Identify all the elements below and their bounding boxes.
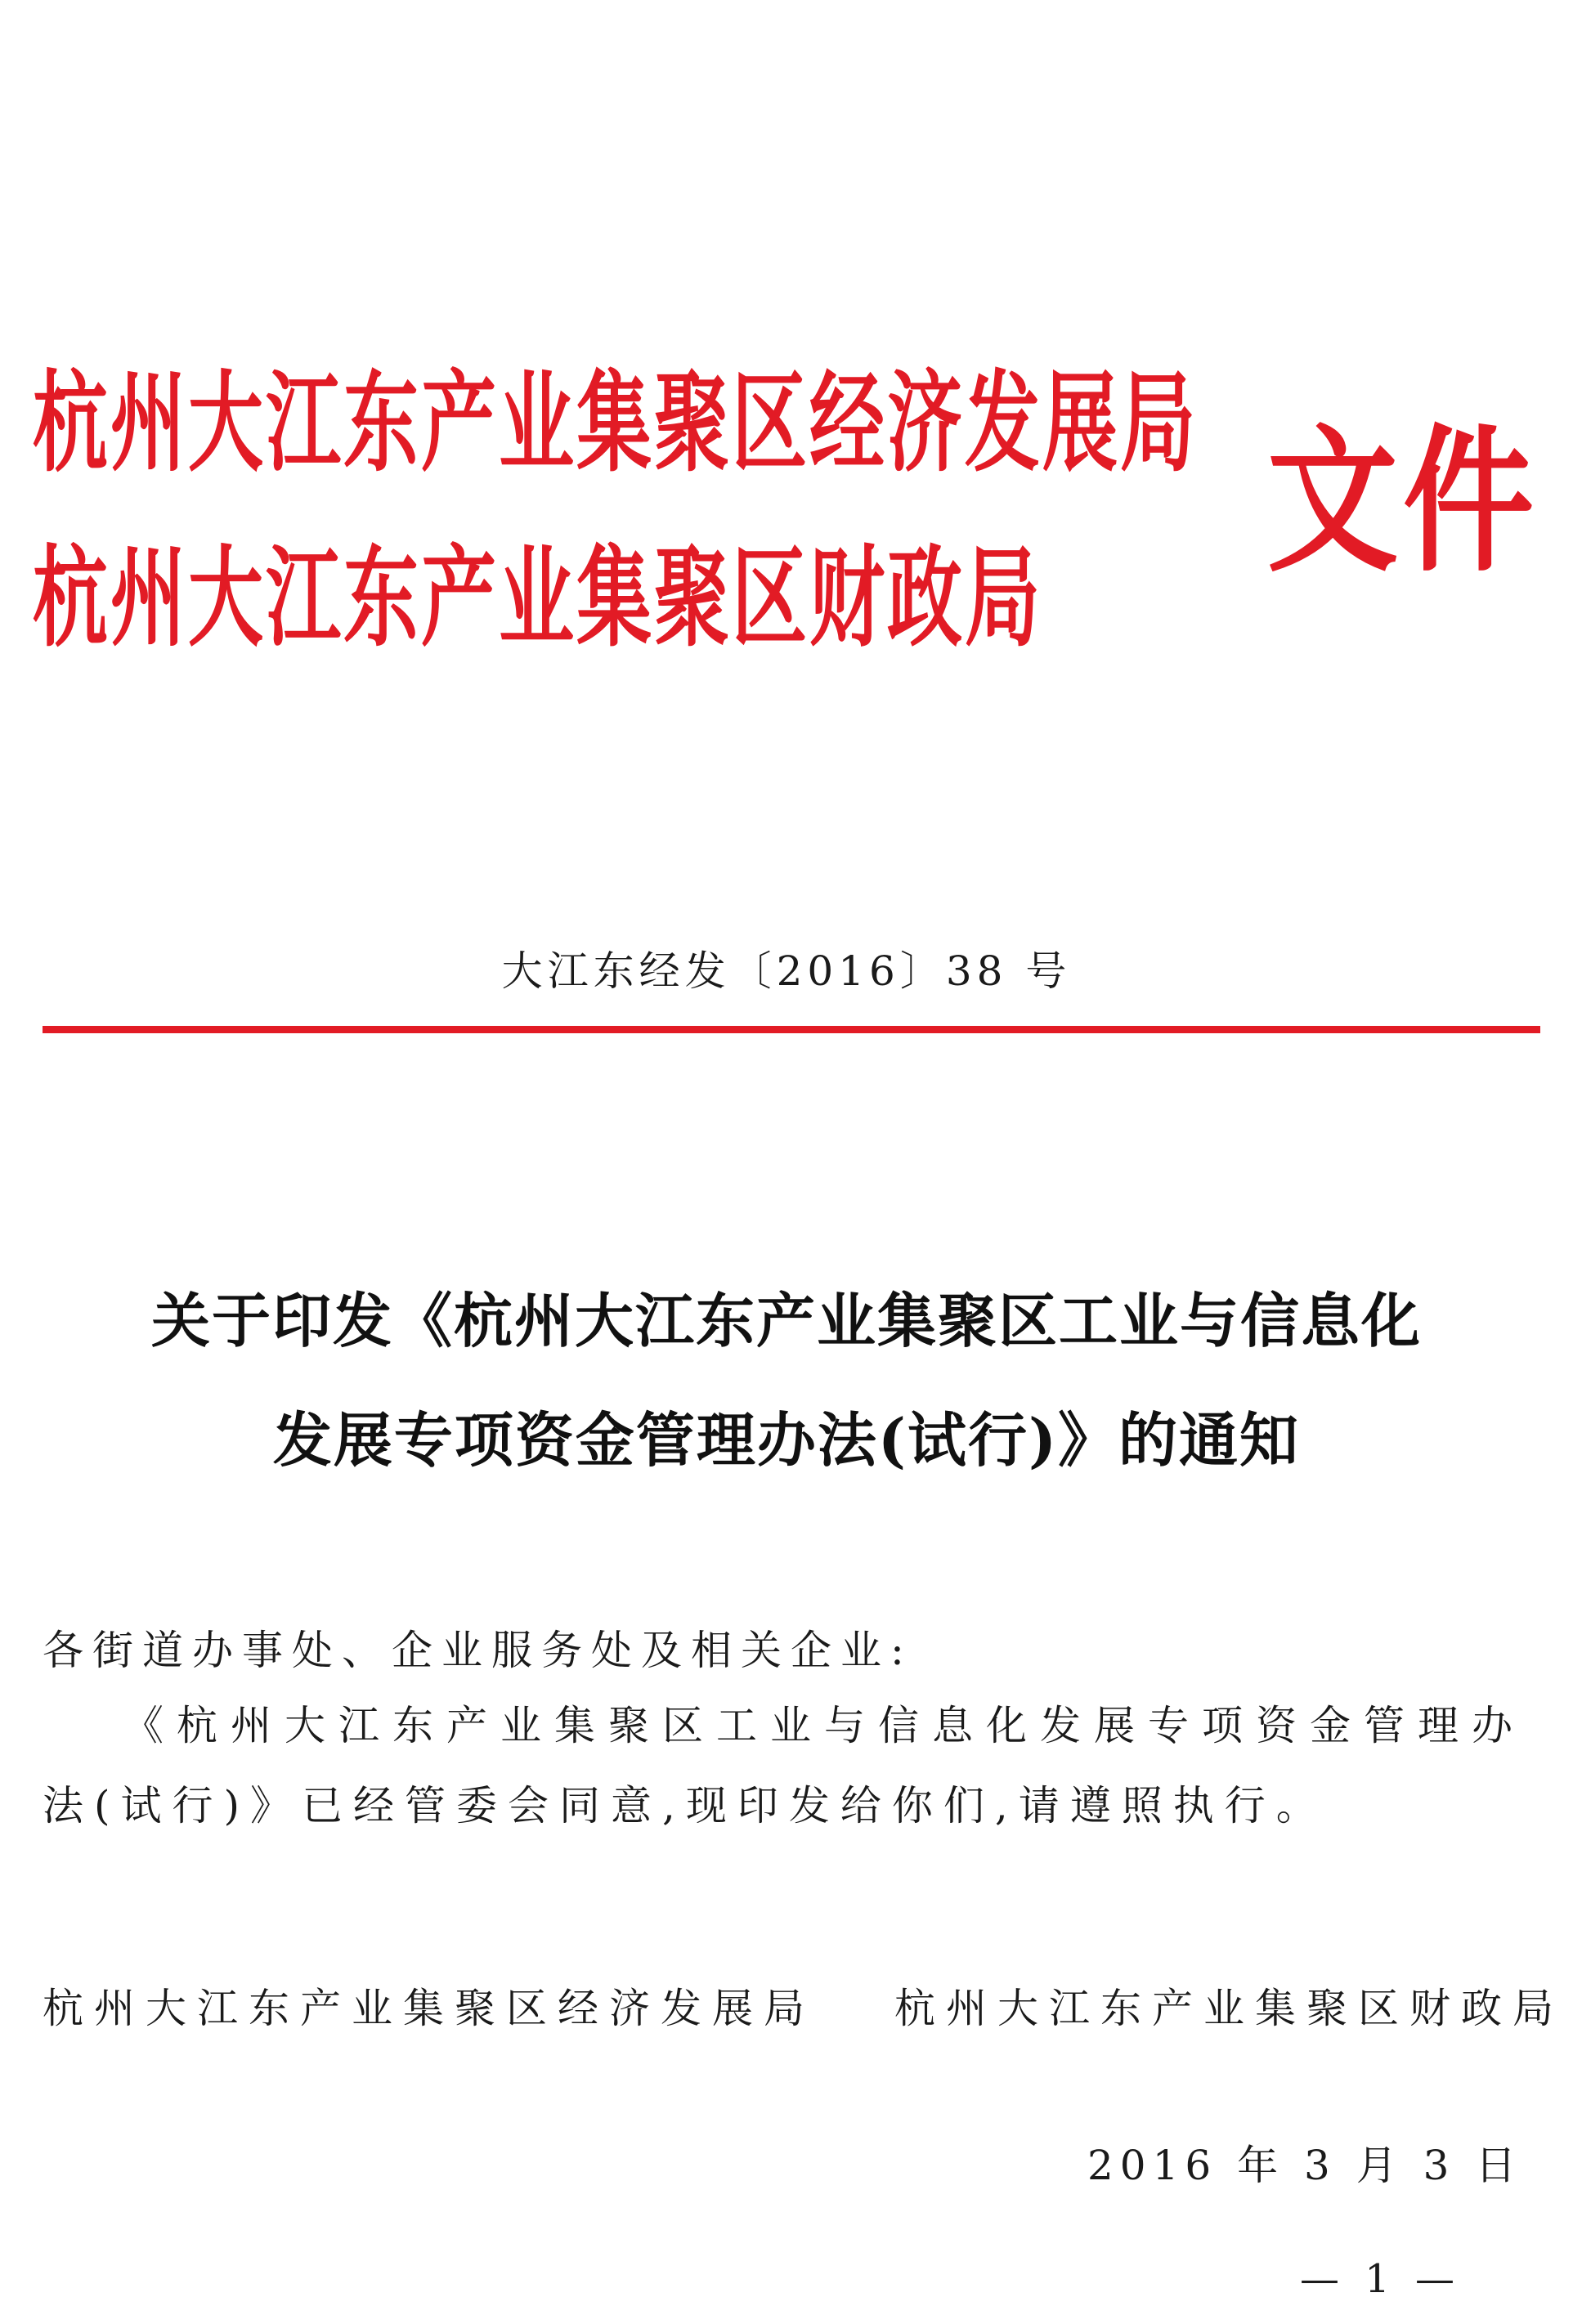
document-number: 大江东经发〔2016〕38 号 (501, 947, 1072, 995)
salutation: 各街道办事处、企业服务处及相关企业: (43, 1627, 913, 1674)
body-paragraph-line-1: 《杭州大江东产业集聚区工业与信息化发展专项资金管理办 (123, 1702, 1526, 1749)
signature-left: 杭州大江东产业集聚区经济发展局 (43, 1985, 815, 2032)
body-paragraph-line-2: 法(试行)》已经管委会同意,现印发给你们,请遵照执行。 (43, 1782, 1328, 1829)
page-number: — 1 — (1300, 2256, 1462, 2302)
red-divider (43, 1026, 1540, 1033)
signature-right: 杭州大江东产业集聚区财政局 (894, 1985, 1564, 2032)
notice-title-line-1: 关于印发《杭州大江东产业集聚区工业与信息化 (150, 1286, 1422, 1355)
masthead-issuer-1: 杭州大江东产业集聚区经济发展局 (33, 360, 1199, 487)
notice-title-line-2: 发展专项资金管理办法(试行)》的通知 (272, 1405, 1301, 1475)
masthead-suffix: 文件 (1267, 410, 1539, 593)
issue-date: 2016 年 3 月 3 日 (1087, 2142, 1523, 2189)
masthead-issuer-2: 杭州大江东产业集聚区财政局 (33, 535, 1043, 662)
